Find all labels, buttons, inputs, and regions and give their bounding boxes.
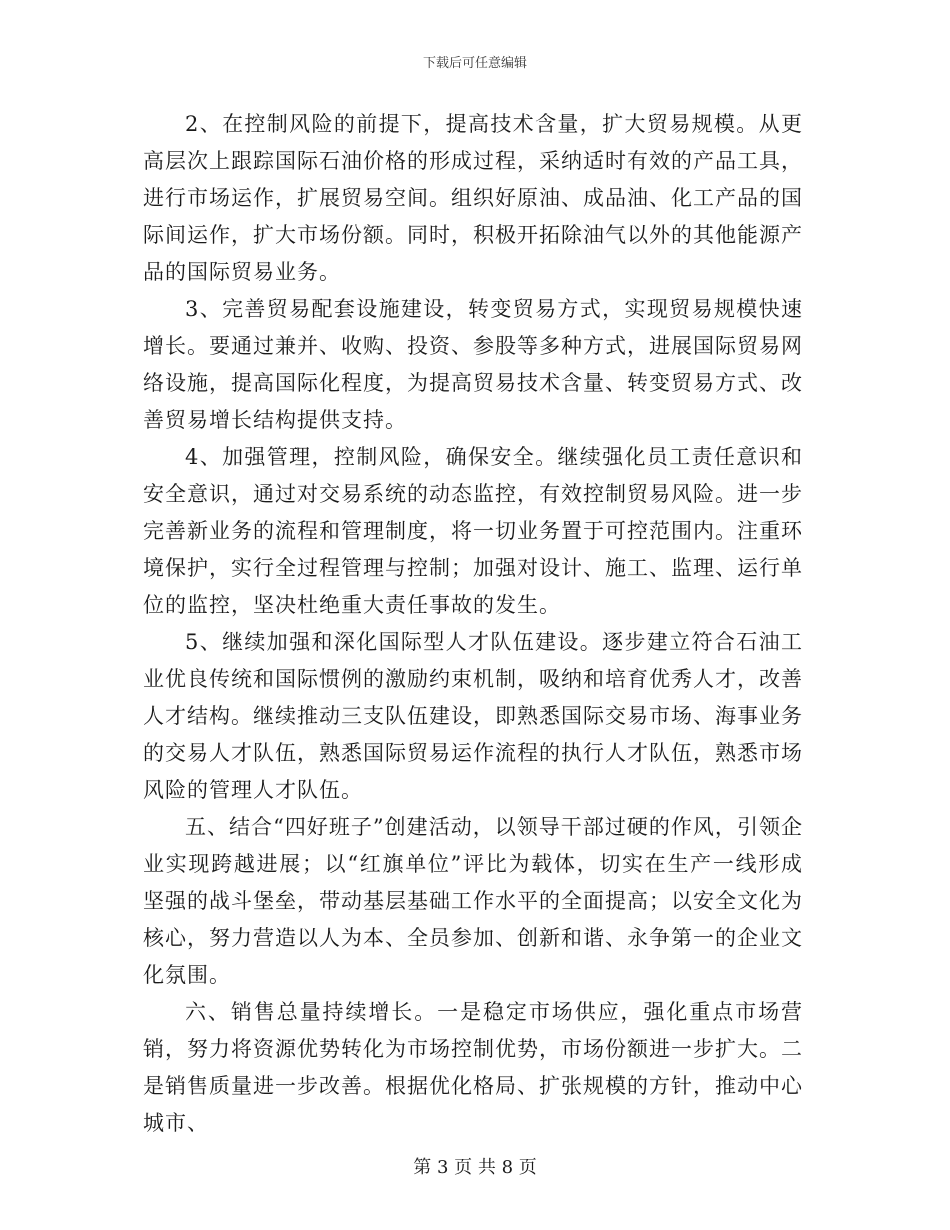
paragraph-section-5: 五、结合“四好班子”创建活动，以领导干部过硬的作风，引领企业实现跨越进展；以“红旗单位”评比为载体，切实在生产一线形成坚强的战斗堡垒，带动基层基础工作水平的全面提高；以安全文化为核心，努力营造以人为本、全员参加、创新和谐、永争第一的企业文化氛围。 (143, 815, 803, 987)
paragraph-item-4: 4、加强管理，控制风险，确保安全。继续强化员工责任意识和安全意识，通过对交易系统的动态监控，有效控制贸易风险。进一步完善新业务的流程和管理制度，将一切业务置于可控范围内。注重环境保护，实行全过程管理与控制；加强对设计、施工、监理、运行单位的监控，坚决杜绝重大责任事故的发生。 (143, 445, 803, 617)
paragraph-item-2: 2、在控制风险的前提下，提高技术含量，扩大贸易规模。从更高层次上跟踪国际石油价格的形成过程，采纳适时有效的产品工具，进行市场运作，扩展贸易空间。组织好原油、成品油、化工产品的国际间运作，扩大市场份额。同时，积极开拓除油气以外的其他能源产品的国际贸易业务。 (143, 112, 803, 284)
paragraph-item-3: 3、完善贸易配套设施建设，转变贸易方式，实现贸易规模快速增长。要通过兼并、收购、投资、参股等多种方式，进展国际贸易网络设施，提高国际化程度，为提高贸易技术含量、转变贸易方式、改善贸易增长结构提供支持。 (143, 297, 803, 432)
page-number-footer: 第 3 页 共 8 页 (413, 1157, 537, 1178)
paragraph-section-6: 六、销售总量持续增长。一是稳定市场供应，强化重点市场营销，努力将资源优势转化为市场控制优势，市场份额进一步扩大。二是销售质量进一步改善。根据优化格局、扩张规模的方针，推动中心城市、 (143, 1000, 803, 1135)
page-header: 下载后可任意编辑 (422, 56, 527, 71)
paragraph-item-5: 5、继续加强和深化国际型人才队伍建设。逐步建立符合石油工业优良传统和国际惯例的激励约束机制，吸纳和培育优秀人才，改善人才结构。继续推动三支队伍建设，即熟悉国际交易市场、海事业务的交易人才队伍，熟悉国际贸易运作流程的执行人才队伍，熟悉市场风险的管理人才队伍。 (143, 630, 803, 802)
document-body (143, 106, 803, 1142)
